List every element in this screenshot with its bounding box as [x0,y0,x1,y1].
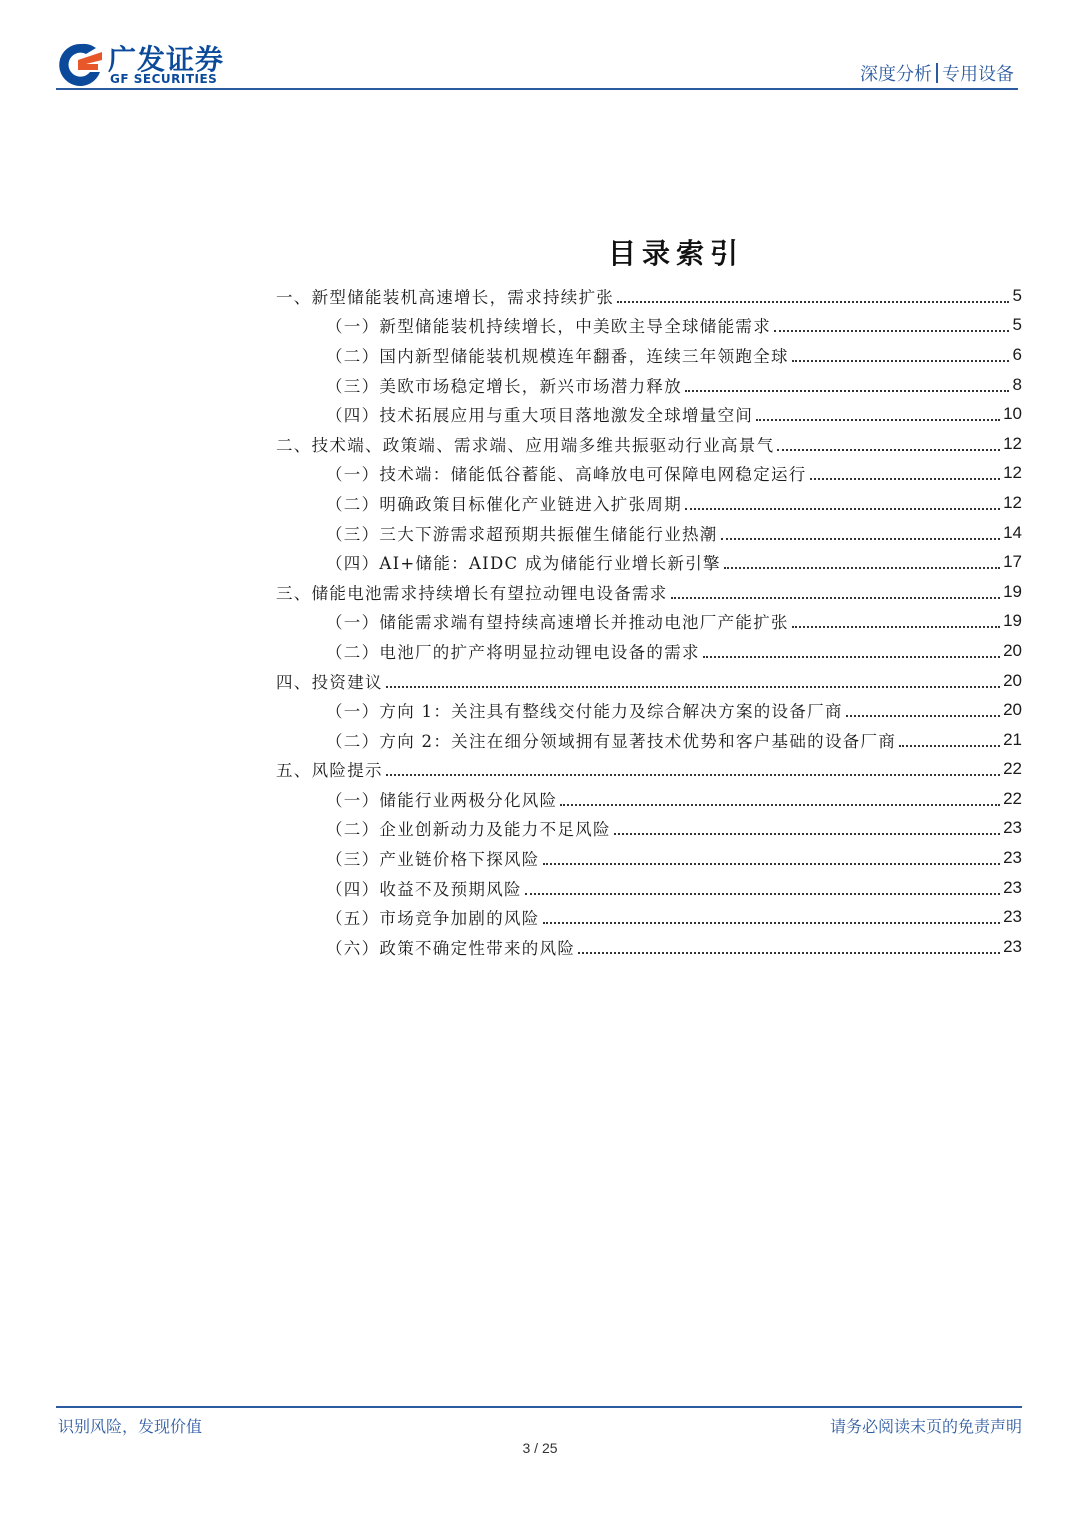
toc-entry-page: 5 [1012,315,1022,335]
toc-leader-dots [810,478,1000,480]
toc-leader-dots [721,538,1000,540]
toc-entry-page: 22 [1003,759,1022,779]
toc-subsection-entry[interactable] [276,814,1022,844]
footer-slogan: 识别风险，发现价值 [58,1417,203,1436]
toc-entry-label: 四、投资建议 [276,672,383,692]
toc-entry-page: 12 [1003,463,1022,483]
toc-leader-dots [685,508,1000,510]
table-of-contents [276,281,1022,962]
report-category [860,60,1014,86]
toc-entry-label: （四）收益不及预期风险 [326,879,522,899]
toc-entry-label: 三、储能电池需求持续增长有望拉动锂电设备需求 [276,583,668,603]
toc-entry-page: 10 [1003,404,1022,424]
toc-entry-label: （一）储能行业两极分化风险 [326,790,558,810]
toc-entry-label: （一）储能需求端有望持续高速增长并推动电池厂产能扩张 [326,613,789,633]
toc-leader-dots [617,301,1009,303]
gf-logo-mark-icon [56,40,106,90]
toc-entry-label: （四）AI+储能：AIDC 成为储能行业增长新引擎 [326,554,721,574]
toc-entry-label: 一、新型储能装机高速增长，需求持续扩张 [276,287,615,307]
toc-subsection-entry[interactable] [276,340,1022,370]
toc-entry-label: （三）产业链价格下探风险 [326,850,540,870]
toc-leader-dots [685,390,1009,392]
toc-entry-page: 20 [1003,700,1022,720]
toc-entry-label: 五、风险提示 [276,761,383,781]
toc-entry-label: 二、技术端、政策端、需求端、应用端多维共振驱动行业高景气 [276,435,775,455]
toc-entry-page: 12 [1003,492,1022,512]
toc-entry-label: （二）国内新型储能装机规模连年翻番，连续三年领跑全球 [326,346,789,366]
footer-divider [56,1406,1022,1408]
toc-entry-label: （五）市场竞争加剧的风险 [326,909,540,929]
toc-subsection-entry[interactable] [276,518,1022,548]
toc-section-entry[interactable] [276,429,1022,459]
toc-entry-label: （二）电池厂的扩产将明显拉动锂电设备的需求 [326,642,700,662]
toc-entry-label: （三）三大下游需求超预期共振催生储能行业热潮 [326,524,718,544]
toc-entry-page: 14 [1003,522,1022,542]
toc-entry-page: 20 [1003,670,1022,690]
toc-leader-dots [386,774,1000,776]
toc-leader-dots [386,686,1000,688]
gf-securities-logo [56,38,226,88]
toc-entry-label: （二）企业创新动力及能力不足风险 [326,820,611,840]
toc-entry-label: （二）方向 2：关注在细分领域拥有显著技术优势和客户基础的设备厂商 [326,731,897,751]
toc-leader-dots [846,715,1000,717]
toc-entry-page: 5 [1012,285,1022,305]
toc-entry-label: （一）方向 1：关注具有整线交付能力及综合解决方案的设备厂商 [326,702,843,722]
toc-subsection-entry[interactable] [276,784,1022,814]
toc-leader-dots [792,626,1000,628]
toc-leader-dots [543,863,1000,865]
toc-subsection-entry[interactable] [276,695,1022,725]
toc-title-text: 目录索引 [607,237,744,270]
toc-subsection-entry[interactable] [276,488,1022,518]
toc-subsection-entry[interactable] [276,843,1022,873]
toc-leader-dots [899,745,1000,747]
toc-entry-page: 12 [1003,433,1022,453]
toc-section-entry[interactable] [276,666,1022,696]
toc-leader-dots [543,922,1000,924]
toc-subsection-entry[interactable] [276,399,1022,429]
toc-entry-label: （二）明确政策目标催化产业链进入扩张周期 [326,494,682,514]
toc-subsection-entry[interactable] [276,607,1022,637]
toc-entry-page: 21 [1003,729,1022,749]
toc-subsection-entry[interactable] [276,547,1022,577]
toc-entry-label: （一）新型储能装机持续增长，中美欧主导全球储能需求 [326,317,771,337]
category-separator [936,63,938,83]
toc-leader-dots [724,567,1000,569]
header-divider [56,88,1018,90]
toc-entry-label: （四）技术拓展应用与重大项目落地激发全球增量空间 [326,406,754,426]
toc-entry-page: 20 [1003,640,1022,660]
toc-leader-dots [614,833,1000,835]
toc-subsection-entry[interactable] [276,932,1022,962]
toc-leader-dots [703,656,1000,658]
subcategory-label: 专用设备 [942,64,1014,85]
toc-leader-dots [756,419,1000,421]
logo-text-cn: 广发证券 [108,43,225,76]
toc-entry-page: 6 [1012,344,1022,364]
toc-entry-label: （六）政策不确定性带来的风险 [326,938,576,958]
toc-leader-dots [560,804,1000,806]
toc-leader-dots [525,893,1000,895]
toc-entry-page: 8 [1012,374,1022,394]
toc-subsection-entry[interactable] [276,873,1022,903]
toc-entry-page: 23 [1003,936,1022,956]
toc-section-entry[interactable] [276,281,1022,311]
logo-text-en: GF SECURITIES [110,72,218,86]
toc-entry-page: 23 [1003,818,1022,838]
toc-subsection-entry[interactable] [276,725,1022,755]
toc-entry-label: （三）美欧市场稳定增长，新兴市场潜力释放 [326,376,682,396]
toc-subsection-entry[interactable] [276,636,1022,666]
toc-entry-page: 22 [1003,788,1022,808]
toc-entry-page: 17 [1003,552,1022,572]
toc-subsection-entry[interactable] [276,311,1022,341]
toc-entry-label: （一）技术端：储能低谷蓄能、高峰放电可保障电网稳定运行 [326,465,807,485]
toc-entry-page: 19 [1003,611,1022,631]
toc-subsection-entry[interactable] [276,370,1022,400]
page-indicator: 3 / 25 [522,1440,558,1456]
toc-leader-dots [774,330,1009,332]
toc-leader-dots [671,597,1000,599]
toc-section-entry[interactable] [276,577,1022,607]
toc-leader-dots [578,952,1000,954]
toc-title [0,232,1080,272]
toc-entry-page: 23 [1003,907,1022,927]
footer-disclaimer-note: 请务必阅读末页的免责声明 [829,1417,1022,1436]
toc-entry-page: 19 [1003,581,1022,601]
toc-leader-dots [777,449,1000,451]
toc-subsection-entry[interactable] [276,459,1022,489]
toc-leader-dots [792,360,1009,362]
page-header [56,38,1018,90]
category-label: 深度分析 [860,64,932,85]
toc-entry-page: 23 [1003,877,1022,897]
toc-subsection-entry[interactable] [276,902,1022,932]
toc-entry-page: 23 [1003,848,1022,868]
toc-section-entry[interactable] [276,755,1022,785]
